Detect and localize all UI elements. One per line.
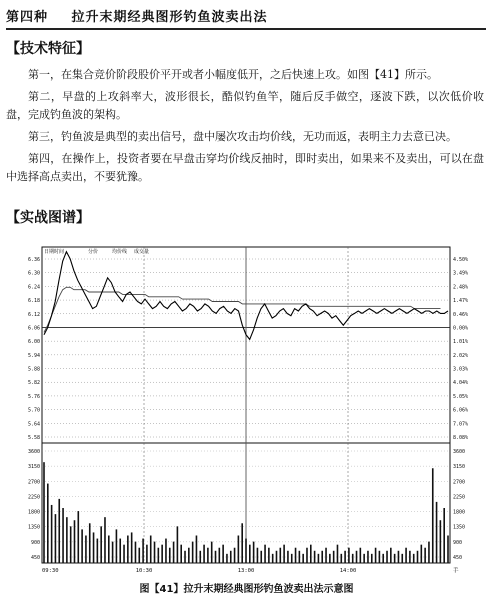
chapter-header (6, 6, 486, 30)
legend-label: 分价 (88, 249, 99, 255)
volume-tick-label: 1800 (27, 509, 40, 516)
legend-label: 均价线 (112, 249, 128, 255)
volume-tick-label: 2250 (27, 494, 40, 501)
volume-tick-label: 3150 (27, 464, 40, 471)
percent-tick-label: 0.46% (453, 311, 469, 318)
volume-tick-label: 450 (30, 555, 40, 561)
volume-tick-label-right: 3600 (453, 449, 466, 455)
percent-tick-label: 2.02% (453, 352, 469, 359)
percent-tick-label: 2.48% (453, 284, 469, 291)
volume-tick-label: 2700 (27, 479, 40, 486)
percent-tick-label: 4.50% (453, 257, 469, 263)
figure-caption: 图【41】拉升末期经典图形钓鱼波卖出法示意图 (139, 584, 354, 595)
price-tick-label: 5.94 (27, 352, 40, 359)
percent-tick-label: 5.05% (453, 393, 469, 400)
volume-tick-label-right: 3150 (453, 464, 466, 471)
percent-tick-label: 3.49% (453, 270, 469, 277)
price-tick-label: 6.30 (27, 270, 40, 277)
intraday-chart (18, 237, 476, 577)
chapter-title: 拉升末期经典图形钓鱼波卖出法 (71, 10, 268, 25)
percent-tick-label: 4.04% (453, 380, 469, 387)
section-title-features: 【技术特征】 (6, 41, 90, 57)
percent-tick-label: 3.03% (453, 366, 469, 373)
paragraph-2: 第二，早盘的上攻斜率大，波形很长，酷似钓鱼竿，随后反手做空，逐波下跌，以次低价收盘，完成钓鱼波的架构。 (6, 90, 484, 121)
price-tick-label: 6.06 (27, 325, 40, 332)
price-tick-label: 5.58 (27, 435, 40, 441)
volume-unit-label: 手 (453, 568, 459, 574)
price-tick-label: 5.88 (27, 366, 40, 373)
price-tick-label: 6.18 (27, 298, 40, 305)
time-label: 13:00 (237, 568, 255, 574)
paragraph-4: 第四，在操作上，投资者要在早盘击穿均价线反抽时，即时卖出，如果来不及卖出，可以在盘中选择高点卖出，不要犹豫。 (6, 152, 484, 183)
price-tick-label: 5.82 (27, 380, 40, 387)
volume-tick-label-right: 1800 (453, 509, 466, 516)
percent-tick-label: 6.06% (453, 407, 469, 414)
percent-tick-label: 8.08% (453, 435, 469, 441)
price-tick-label: 5.76 (27, 393, 40, 400)
percent-tick-label: 0.00% (453, 325, 469, 332)
price-tick-label: 5.70 (27, 407, 40, 414)
volume-tick-label-right: 2700 (453, 479, 466, 486)
volume-tick-label-right: 2250 (453, 494, 466, 501)
legend-label: 日期时间 (44, 249, 65, 255)
volume-tick-label-right: 1350 (453, 524, 466, 531)
feature-paragraphs (6, 66, 484, 190)
price-tick-label: 6.36 (27, 257, 40, 263)
legend-label: 成交量 (134, 249, 150, 255)
price-tick-label: 6.12 (27, 311, 40, 318)
section-title-chart: 【实战图谱】 (6, 210, 90, 226)
time-label: 10:30 (135, 568, 153, 574)
volume-tick-label: 1350 (27, 524, 40, 531)
paragraph-3: 第三，钓鱼波是典型的卖出信号，盘中屡次攻击均价线，无功而返，表明主力去意已决。 (28, 130, 457, 143)
volume-tick-label: 900 (30, 539, 40, 546)
time-label: 14:00 (339, 568, 357, 574)
volume-tick-label: 3600 (27, 449, 40, 455)
time-label: 09:30 (42, 568, 59, 574)
chapter-number: 第四种 (6, 10, 49, 25)
price-tick-label: 6.24 (27, 284, 40, 291)
percent-tick-label: 7.07% (453, 421, 469, 428)
volume-tick-label-right: 450 (453, 555, 463, 561)
volume-tick-label-right: 900 (453, 539, 463, 546)
price-tick-label: 6.00 (27, 339, 40, 346)
percent-tick-label: 1.01% (453, 339, 469, 346)
paragraph-1: 第一，在集合竞价阶段股价平开或者小幅度低开，之后快速上攻。如图【41】所示。 (28, 68, 438, 81)
intraday-chart-svg (18, 237, 476, 577)
percent-tick-label: 1.47% (453, 298, 469, 305)
price-tick-label: 5.64 (27, 421, 40, 428)
